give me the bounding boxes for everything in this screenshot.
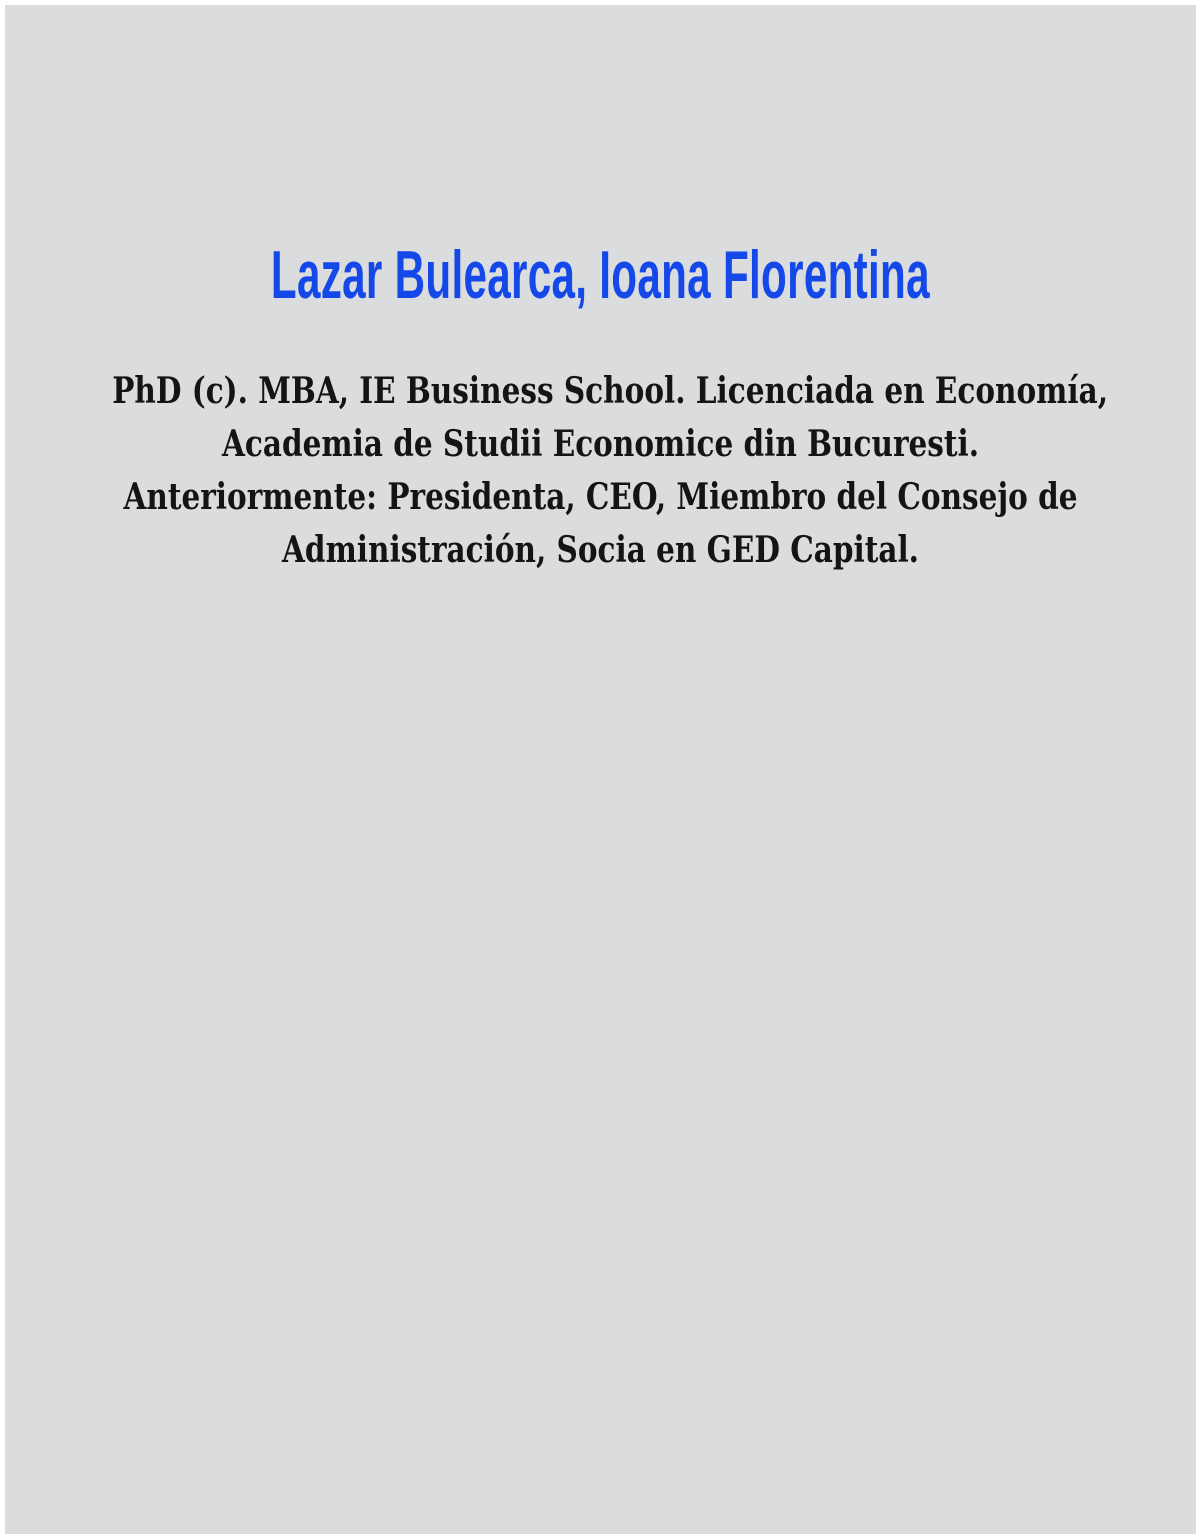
bio-line: PhD (c). MBA, IE Business School. Licenciada en Economía, xyxy=(112,370,1109,412)
bio-line: Administración, Socia en GED Capital. xyxy=(282,529,919,571)
page-canvas xyxy=(5,5,1196,1534)
bio-line: Anteriormente: Presidenta, CEO, Miembro del Consejo de xyxy=(123,476,1078,518)
profile-bio xyxy=(112,365,1109,577)
profile-name-text: Lazar Bulearca, Ioana Florentina xyxy=(271,237,930,313)
bio-line: Academia de Studii Economice din Bucuresti. xyxy=(221,423,980,465)
profile-name-heading xyxy=(5,237,1196,313)
